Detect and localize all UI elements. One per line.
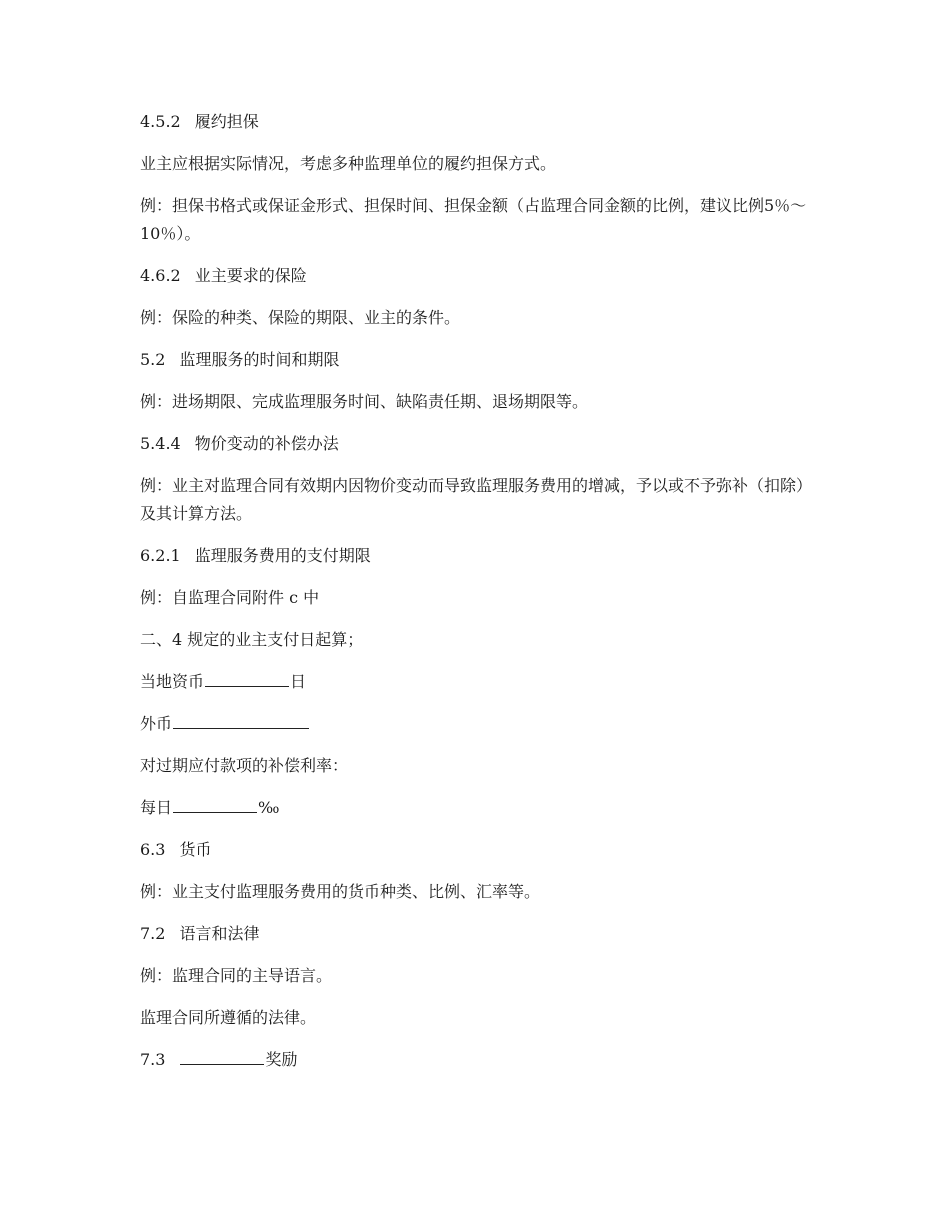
section-title: 监理服务的时间和期限 bbox=[179, 350, 340, 369]
section-title: 奖励 bbox=[265, 1050, 298, 1069]
section-heading-6-3 bbox=[140, 836, 810, 864]
fill-in-foreign-currency bbox=[140, 710, 810, 738]
section-number: 6.2.1 bbox=[140, 546, 181, 565]
fill-blank bbox=[205, 668, 289, 687]
paragraph: 对过期应付款项的补偿利率： bbox=[140, 756, 349, 775]
section-number: 5.4.4 bbox=[140, 434, 181, 453]
section-title: 监理服务费用的支付期限 bbox=[194, 546, 371, 565]
fill-blank bbox=[180, 1046, 264, 1065]
paragraph: 二、4 规定的业主支付日起算； bbox=[140, 630, 364, 649]
field-label: 每日 bbox=[140, 798, 173, 817]
fill-in-daily-rate bbox=[140, 794, 810, 822]
section-number: 7.2 bbox=[140, 924, 166, 943]
section-heading-7-3 bbox=[140, 1046, 810, 1074]
section-heading-4-6-2 bbox=[140, 262, 810, 290]
fill-in-local-currency bbox=[140, 668, 810, 696]
section-number: 7.3 bbox=[140, 1050, 166, 1069]
paragraph: 例：担保书格式或保证金形式、担保时间、担保金额（占监理合同金额的比例，建议比例5％～10％）。 bbox=[140, 196, 807, 243]
paragraph: 例：业主对监理合同有效期内因物价变动而导致监理服务费用的增减，予以或不予弥补（扣除）及其计算方法。 bbox=[140, 476, 805, 523]
paragraph: 例：监理合同的主导语言。 bbox=[140, 966, 333, 985]
paragraph: 例：进场期限、完成监理服务时间、缺陷责任期、退场期限等。 bbox=[140, 392, 589, 411]
field-label: 当地资币 bbox=[140, 672, 205, 691]
section-title: 语言和法律 bbox=[179, 924, 260, 943]
paragraph: 监理合同所遵循的法律。 bbox=[140, 1008, 317, 1027]
fill-blank bbox=[173, 794, 257, 813]
section-number: 6.3 bbox=[140, 840, 166, 859]
section-heading-4-5-2 bbox=[140, 108, 810, 136]
paragraph: 例：业主支付监理服务费用的货币种类、比例、汇率等。 bbox=[140, 882, 541, 901]
section-number: 4.6.2 bbox=[140, 266, 181, 285]
section-heading-5-4-4 bbox=[140, 430, 810, 458]
paragraph: 例：自监理合同附件 c 中 bbox=[140, 588, 320, 607]
paragraph: 业主应根据实际情况，考虑多种监理单位的履约担保方式。 bbox=[140, 154, 557, 173]
section-title: 业主要求的保险 bbox=[194, 266, 307, 285]
section-heading-5-2 bbox=[140, 346, 810, 374]
field-suffix: ‰ bbox=[258, 798, 280, 817]
section-title: 履约担保 bbox=[194, 112, 259, 131]
field-suffix: 日 bbox=[290, 672, 307, 691]
section-heading-6-2-1 bbox=[140, 542, 810, 570]
section-number: 5.2 bbox=[140, 350, 166, 369]
section-title: 货币 bbox=[179, 840, 212, 859]
fill-blank bbox=[173, 710, 309, 729]
paragraph: 例：保险的种类、保险的期限、业主的条件。 bbox=[140, 308, 461, 327]
section-title: 物价变动的补偿办法 bbox=[194, 434, 339, 453]
field-label: 外币 bbox=[140, 714, 173, 733]
section-number: 4.5.2 bbox=[140, 112, 181, 131]
section-heading-7-2 bbox=[140, 920, 810, 948]
